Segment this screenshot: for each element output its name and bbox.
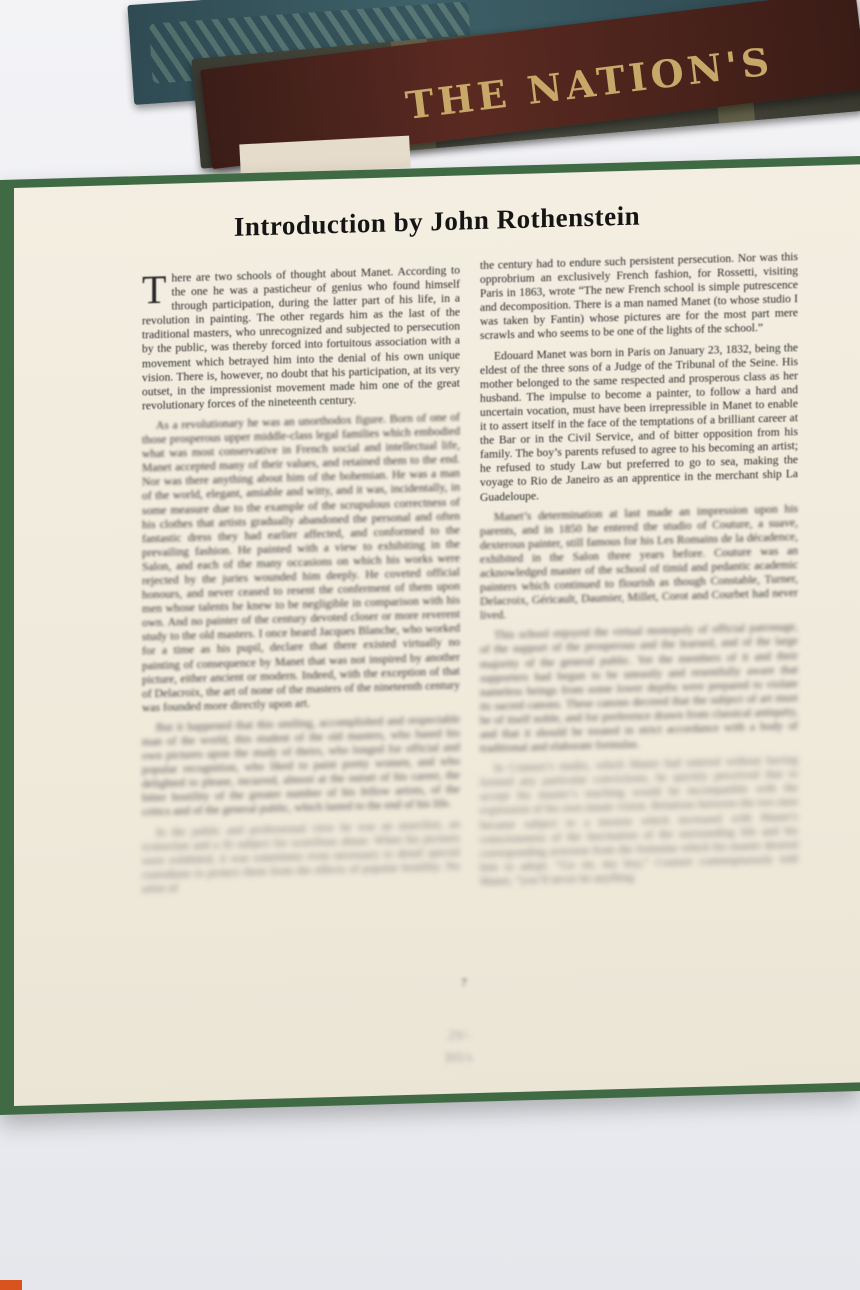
paragraph: There are two schools of thought about Manet. According to the one he was a pasticheur of genius who found himself through participation, during the latter part of his life, in a revolution in painting. The other regards him as the last of the traditional masters, who unrecognized and subjected to persecution by the public, was thereby forced into fortuitous association with a movement which betrayed him into the denial of his own unique vision. There is, however, no doubt that his participation, at its very outset, in the impressionist movement made him one of the great revolutionary forces of the nineteenth century.: [142, 263, 460, 413]
paragraph: Edouard Manet was born in Paris on January 23, 1832, being the eldest of the three sons of a Judge of the Tribunal of the Seine. His mother belonged to the same respected and prosperous class as her husband. The impulse to become a painter, to follow a hard and uncertain vocation, must have been irrepressible in Manet to enable it to assert itself in the face of the temptations of a brilliant career at the Bar or in the Civil Service, and of bitter opposition from his family. The boy’s parents refused to agree to his becoming an artist; he refused to study Law but preferred to go to sea, making the voyage to Rio de Janeiro as an apprentice in the merchant ship La Guadeloupe.: [480, 340, 798, 504]
paragraph: In the public and professional view he was an anarchist, an iconoclast and a fit subject for scurrilous abuse. When his pictures were exhibited, it was sometimes even necessary to detail special custodians to protect them from the effects of popular hostility. No artist of: [142, 817, 460, 896]
page-number: 7: [461, 975, 467, 990]
paragraph: Manet’s determination at last made an impression upon his parents, and in 1850 he entered the studio of Couture, a suave, dexterous painter, still famous for his Les Romains de la décadence, exhibited in the Salon three years before. Couture was an acknowledged master of the school of timid and pedantic academic painters which continued to flourish as though Constable, Turner, Delacroix, Géricault, Daumier, Millet, Corot and Courbet had never lived.: [480, 501, 798, 623]
paragraph: In Couture’s studio, which Manet had entered without having formed any particular convictions, he quickly perceived that to accept his master’s teaching would be incompatible with the expression of his own innate vision. Relations between the two men became subject to a tension which increased with Manet’s consciousness of the fascination of the surrounding life and his corresponding aversion from the formulas which his master desired him to adopt. “Go on, my boy,” Couture contemptuously told Manet, “you’ll never be anything: [480, 753, 798, 888]
pencil-note: 29/- Bfi/s: [445, 1028, 473, 1066]
page-content: [14, 164, 860, 1106]
page-title: Introduction by John Rothenstein: [233, 200, 641, 242]
paragraph: But it happened that this smiling, accomplished and respectable man of the world, this student of the old masters, who based his own pictures upon the study of theirs, who longed for official and popular recognition, who liked to paint pretty women, and who delighted to please, incurred, almost at the outset of his career, the bitter hostility of the greater number of his fellow artists, of the critics and of the general public, which lasted to the end of his life.: [142, 712, 460, 819]
paragraph: As a revolutionary he was an unorthodox figure. Born of one of those prosperous upper middle-class legal families which embodied what was most conservative in French social and intellectual life, Manet accepted many of their values, and retained them to the end. Nor was there anything about him of the bohemian. He was a man of the world, elegant, amiable and witty, and it was, incidentally, in some measure due to the example of the scrupulous correctness of his clothes that artists gradually abandoned the personal and often fantastic dress they had earlier affected, and conformed to the prevailing fashion. He painted with a view to exhibiting in the Salon, and each of the many occasions on which his works were rejected by the juries wounded him deeply. He coveted official honours, and never ceased to resent the conferment of them upon men whose talents he knew to be negligible in comparison with his own. And no painter of the century devoted closer or more reverent study to the old masters. I once heard Jacques Blanche, who worked for a time as his pupil, declare that there existed virtually no painting of consequence by Manet that was not inspired by another picture, either ancient or modern. Indeed, with the exception of that of Delacroix, the art of none of the masters of the nineteenth century was founded more directly upon art.: [142, 410, 460, 715]
book-spine-title: THE NATION'S: [403, 38, 776, 129]
right-column: [480, 250, 798, 895]
left-column: [142, 264, 460, 903]
paragraph: the century had to endure such persistent persecution. Nor was this opprobrium an exclusively French fashion, for Rossetti, visiting Paris in 1863, wrote “The new French school is simple putrescence and decomposition. There is a man named Manet (to whose studio I was taken by Fantin) whose pictures are for the most part mere scrawls and who seems to be one of the lights of the school.”: [480, 250, 798, 343]
drop-cap: T: [142, 266, 167, 313]
orange-corner: [0, 1280, 22, 1290]
paragraph: This school enjoyed the virtual monopoly of official patronage, of the support of the prosperous and the learned, and of the large majority of the general public. Yet the members of it and their supporters had begun to be uneasily and resentfully aware that nameless beings from some lower depths were prepared to violate its sacred canons. These canons decreed that the subject of art must be of itself noble, and for preference drawn from classical antiquity, and that it should be treated in strict accordance with a body of traditional and elaborate formulas.: [480, 620, 798, 756]
